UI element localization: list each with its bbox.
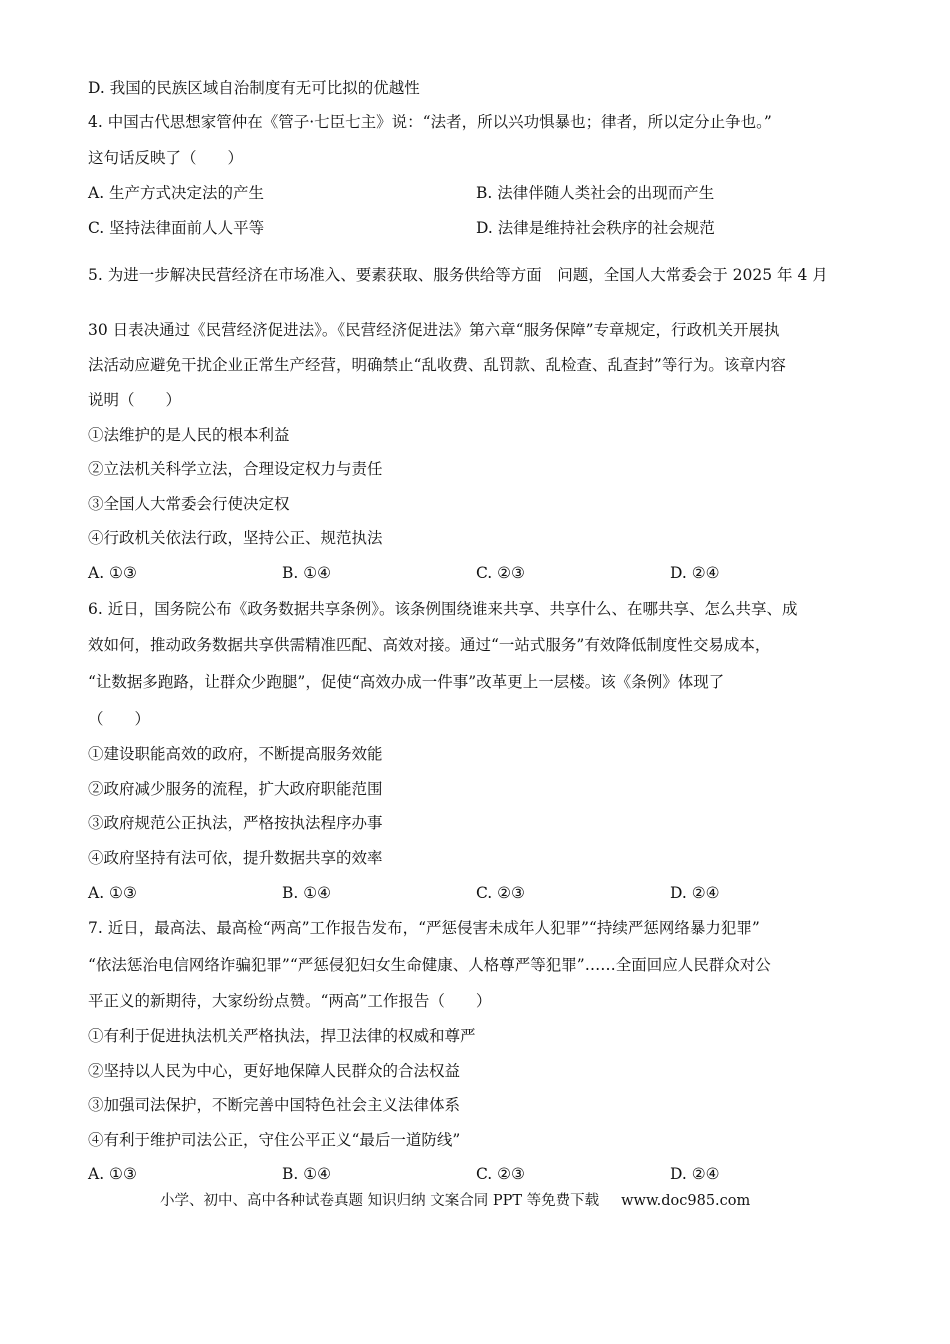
q7-item-3: ③加强司法保护，不断完善中国特色社会主义法律体系 — [88, 1096, 461, 1114]
q5-item-2: ②立法机关科学立法，合理设定权力与责任 — [88, 460, 383, 478]
q7-stem-line-3: 平正义的新期待，大家纷纷点赞。“两高”工作报告（ ） — [88, 992, 492, 1010]
q4-option-d: D. 法律是维持社会秩序的社会规范 — [476, 219, 715, 237]
q5-option-a: A. ①③ — [88, 564, 137, 582]
q5-stem-line-1: 5. 为进一步解决民营经济在市场准入、要素获取、服务供给等方面 问题，全国人大常委会于 2025 年 4 月 — [88, 266, 828, 284]
q6-option-b: B. ①④ — [282, 884, 332, 902]
q4-option-a: A. 生产方式决定法的产生 — [88, 184, 265, 202]
q5-item-3: ③全国人大常委会行使决定权 — [88, 495, 290, 513]
q3-option-d: D. 我国的民族区域自治制度有无可比拟的优越性 — [88, 79, 420, 97]
q6-stem-line-1: 6. 近日，国务院公布《政务数据共享条例》。该条例围绕谁来共享、共享什么、在哪共享、怎么共享、成 — [88, 600, 798, 618]
q6-option-c: C. ②③ — [476, 884, 525, 902]
footer-site-link[interactable]: www.doc985.com — [621, 1193, 751, 1209]
q5-option-d: D. ②④ — [670, 564, 720, 582]
q5-item-1: ①法维护的是人民的根本利益 — [88, 426, 290, 444]
q6-option-d: D. ②④ — [670, 884, 720, 902]
q6-stem-line-3: “让数据多跑路，让群众少跑腿”，促使“高效办成一件事”改革更上一层楼。该《条例》体现了 — [88, 673, 725, 691]
q5-stem-line-3: 法活动应避免干扰企业正常生产经营，明确禁止“乱收费、乱罚款、乱检查、乱查封”等行为。该章内容 — [88, 356, 786, 374]
q5-option-c: C. ②③ — [476, 564, 525, 582]
page-footer — [160, 1191, 860, 1211]
q5-option-b: B. ①④ — [282, 564, 332, 582]
footer-text: 小学、初中、高中各种试卷真题 知识归纳 文案合同 PPT 等免费下载 — [160, 1193, 600, 1209]
q4-option-c: C. 坚持法律面前人人平等 — [88, 219, 265, 237]
q7-item-4: ④有利于维护司法公正，守住公平正义“最后一道防线” — [88, 1131, 461, 1149]
q6-stem-line-2: 效如何，推动政务数据共享供需精准匹配、高效对接。通过“一站式服务”有效降低制度性交易成本， — [88, 636, 771, 654]
q5-item-4: ④行政机关依法行政，坚持公正、规范执法 — [88, 529, 383, 547]
q4-stem-line-1: 4. 中国古代思想家管仲在《管子·七臣七主》说：“法者，所以兴功惧暴也；律者，所以定分止争也。” — [88, 113, 772, 131]
q6-stem-line-4: （ ） — [88, 710, 151, 728]
q7-option-a: A. ①③ — [88, 1165, 137, 1183]
q4-option-b: B. 法律伴随人类社会的出现而产生 — [476, 184, 715, 202]
q7-option-b: B. ①④ — [282, 1165, 332, 1183]
q6-item-2: ②政府减少服务的流程，扩大政府职能范围 — [88, 780, 383, 798]
q7-item-2: ②坚持以人民为中心，更好地保障人民群众的合法权益 — [88, 1062, 461, 1080]
q7-option-c: C. ②③ — [476, 1165, 525, 1183]
q5-stem-line-2: 30 日表决通过《民营经济促进法》。《民营经济促进法》第六章“服务保障”专章规定，行政机关开展执 — [88, 321, 780, 339]
q6-item-3: ③政府规范公正执法，严格按执法程序办事 — [88, 814, 383, 832]
q6-option-a: A. ①③ — [88, 884, 137, 902]
q7-option-d: D. ②④ — [670, 1165, 720, 1183]
q7-stem-line-2: “依法惩治电信网络诈骗犯罪”“严惩侵犯妇女生命健康、人格尊严等犯罪”……全面回应人民群众对公 — [88, 956, 771, 974]
q5-stem-line-4: 说明（ ） — [88, 391, 182, 409]
q7-stem-line-1: 7. 近日，最高法、最高检“两高”工作报告发布，“严惩侵害未成年人犯罪”“持续严惩网络暴力犯罪” — [88, 919, 760, 937]
q4-stem-line-2: 这句话反映了（ ） — [88, 149, 244, 167]
q6-item-1: ①建设职能高效的政府，不断提高服务效能 — [88, 745, 383, 763]
q7-item-1: ①有利于促进执法机关严格执法，捍卫法律的权威和尊严 — [88, 1027, 476, 1045]
q6-item-4: ④政府坚持有法可依，提升数据共享的效率 — [88, 849, 383, 867]
